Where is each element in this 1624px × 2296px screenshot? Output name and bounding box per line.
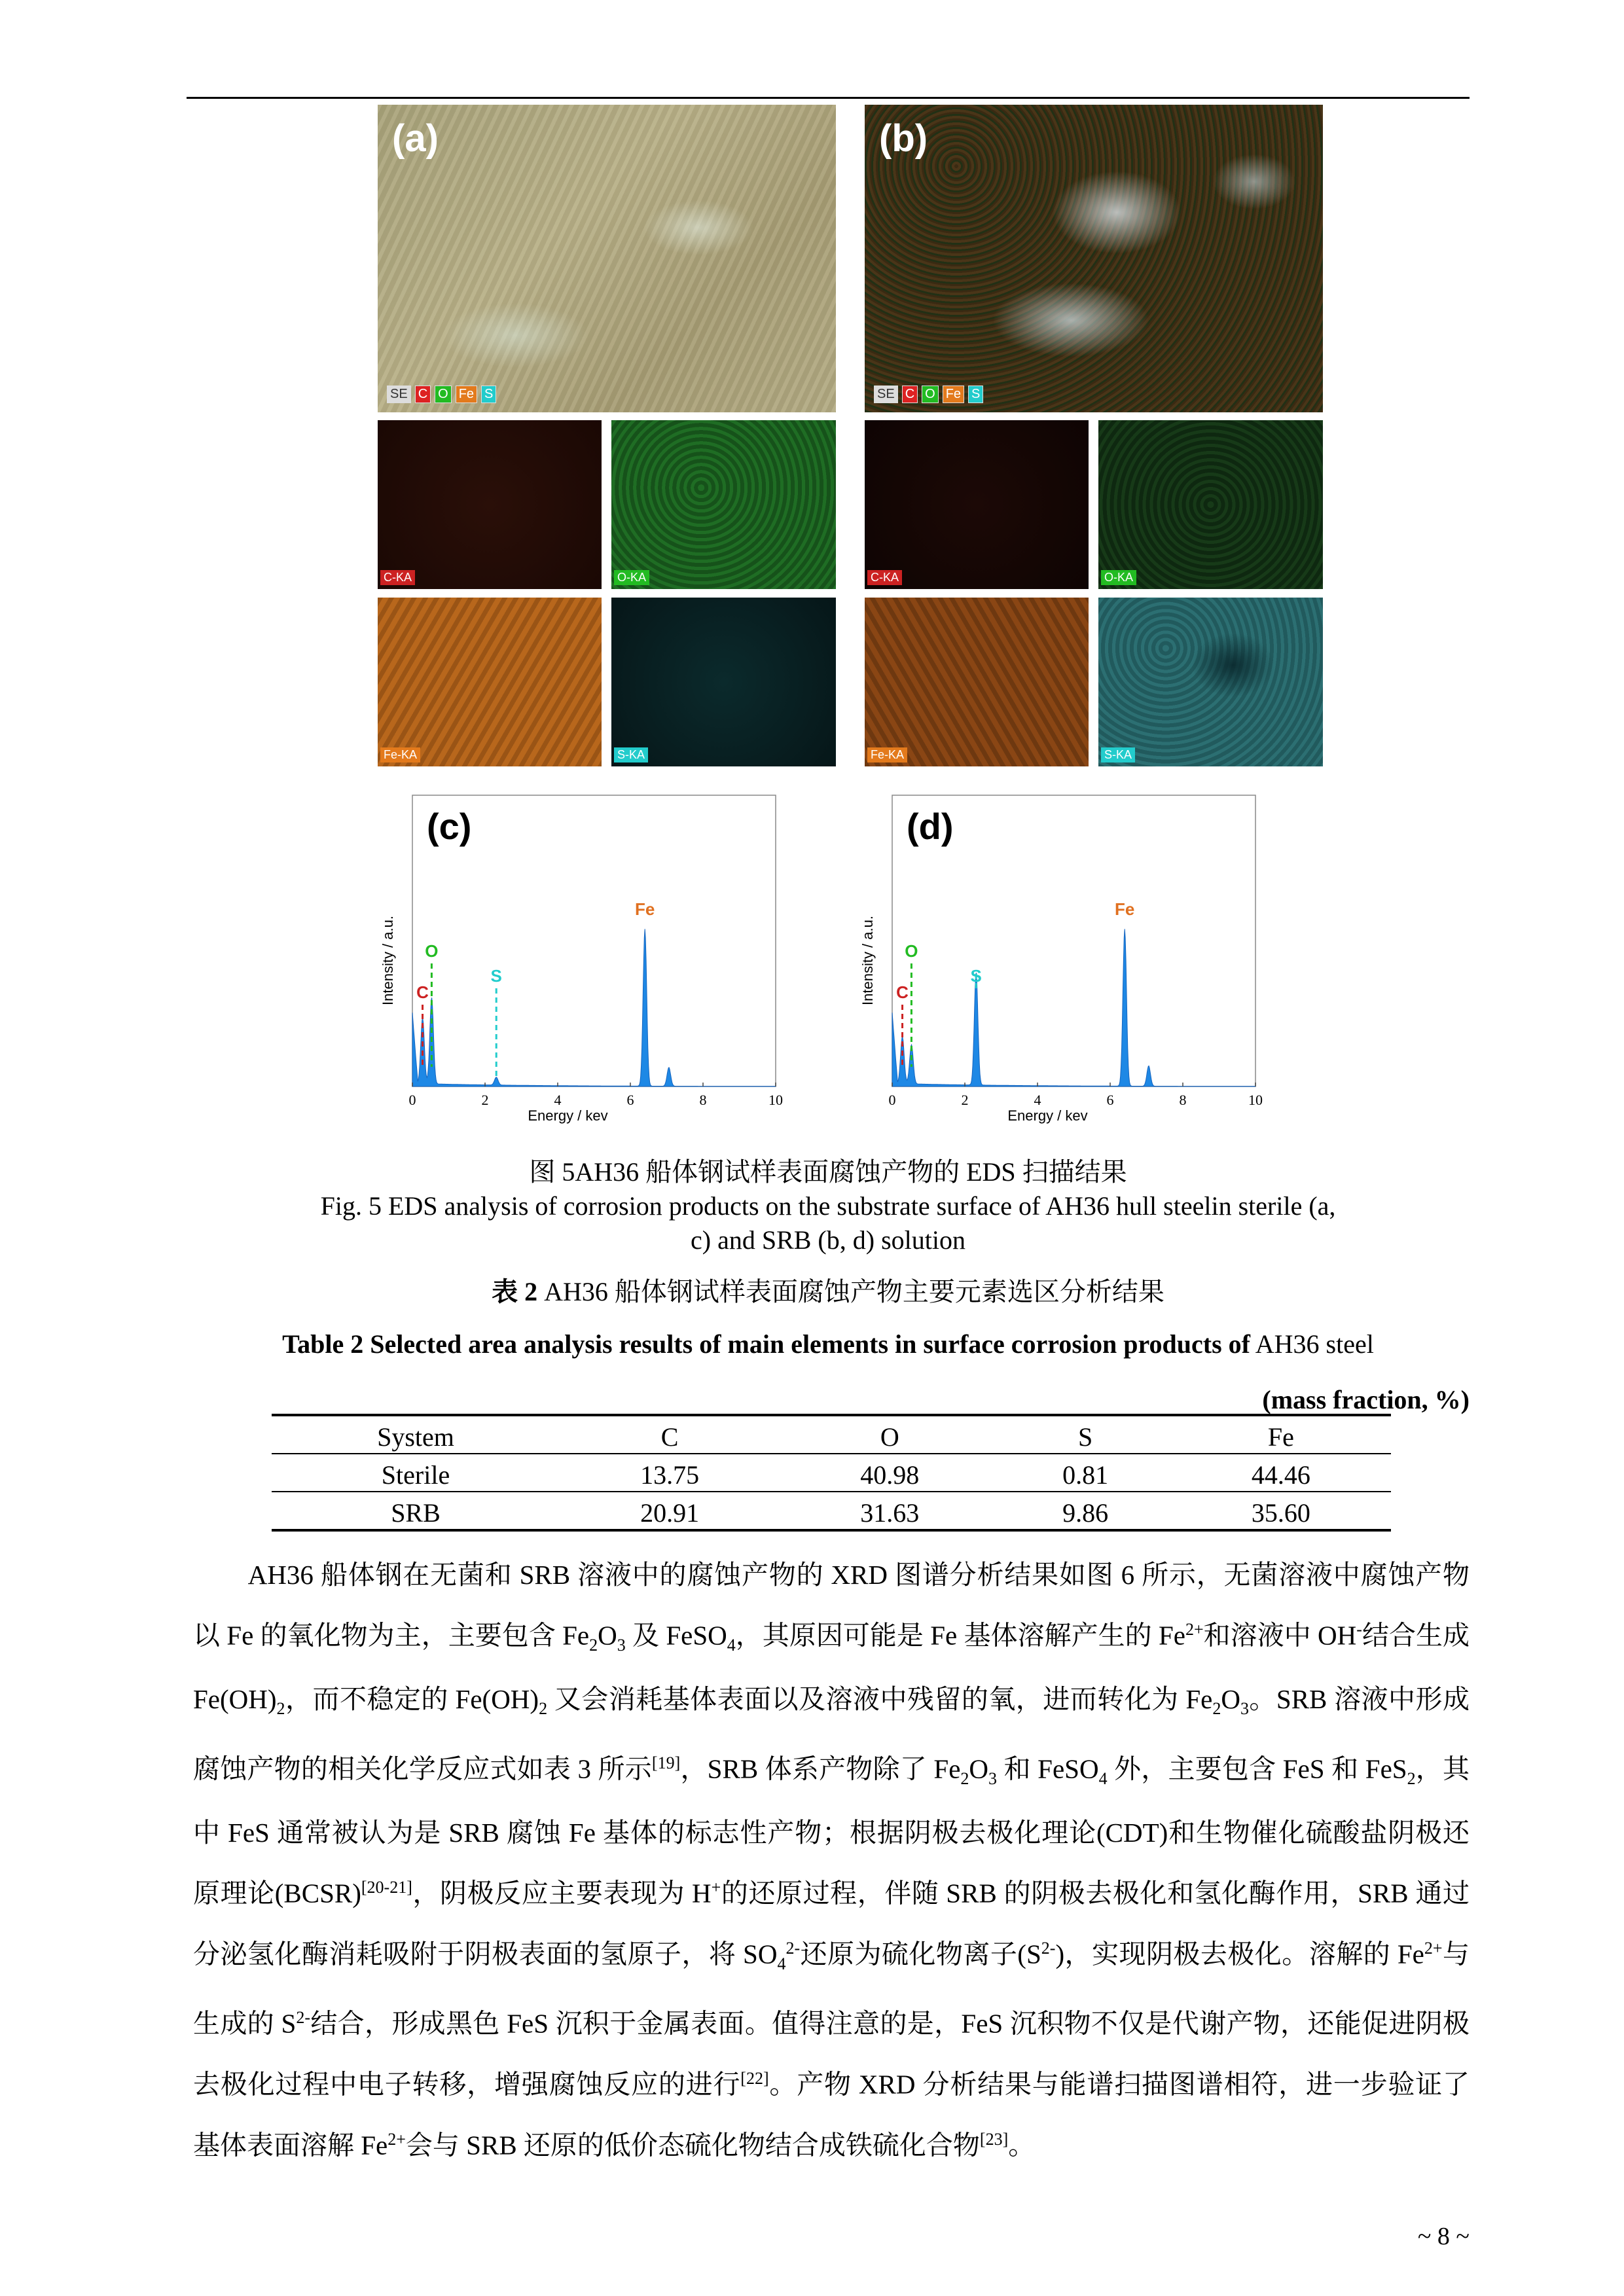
x-tick-label: 2 xyxy=(961,1092,969,1108)
legend-o: O xyxy=(922,386,939,403)
eds-map-b-o xyxy=(1098,420,1323,589)
body-paragraph-text: AH36 船体钢在无菌和 SRB 溶液中的腐蚀产物的 XRD 图谱分析结果如图 6 所示，无菌溶液中腐蚀产物以 Fe 的氧化物为主，主要包含 $Fe_2O_3$ 及 FeSO$_4$，其原因可能是 Fe 基体溶解产生的 $Fe^{2+}$和溶液中 OH-结合生成 $Fe(OH)_2$，而不稳定的 $Fe(OH)_2$ 又会消耗基体表面以及溶液中残留的氧，进而转化为 $Fe_2O_3$。SRB 溶液中形成腐蚀产物的相关化学反应式如表 3 所示[19]，SRB 体系产物除了 $Fe_2O_3$ 和 FeSO$_4$ 外，主要包含 FeS 和 FeS$_2$，其中 FeS 通常被认为是 SRB 腐蚀 Fe 基体的标志性产物；根据阴极去极化理论(CDT)和生物催化硫酸盐阴极还原理论(BCSR)[20-21]，阴极反应主要表现为 H+的还原过程，伴随 SRB 的阴极去极化和氢化酶作用，SRB 通过分泌氢化酶消耗吸附于阴极表面的氢原子，将 $SO_4^{2-}$还原为硫化物离子$(S^{2-})$，实现阴极去极化。溶解的 $Fe^{2+}$与生成的 $S^{2-}$结合，形成黑色 FeS 沉积于金属表面。值得注意的是，FeS 沉积物不仅是代谢产物，还能促进阴极去极化过程中电子转移，增强腐蚀反应的进行[22]。产物 XRD 分析结果与能谱扫描图谱相符，进一步验证了基体表面溶解 $Fe^{2+}$会与 SRB 还原的低价态硫化物结合成铁硫化合物[23]。 xyxy=(193,1560,1470,2161)
tag-a-s: S-KA xyxy=(614,747,648,762)
spectrum-trace xyxy=(892,929,1255,1086)
table-cell: SRB xyxy=(391,1498,441,1528)
peak-label-o: O xyxy=(425,941,439,961)
x-tick-label: 6 xyxy=(626,1092,634,1108)
tag-a-o: O-KA xyxy=(614,570,649,585)
panel-label-b: (b) xyxy=(879,117,928,160)
spectrum-trace xyxy=(412,929,776,1086)
tag-b-fe: Fe-KA xyxy=(867,747,907,762)
legend-o: O xyxy=(435,386,452,403)
panel-label-a: (a) xyxy=(392,117,439,160)
x-tick-label: 0 xyxy=(888,1092,896,1108)
body-paragraph xyxy=(193,1548,1470,2172)
peak-label-fe: Fe xyxy=(635,899,655,919)
results-table xyxy=(272,1414,1391,1532)
x-tick-label: 4 xyxy=(554,1092,562,1108)
table-caption-en-tail: AH36 steel xyxy=(1250,1329,1374,1359)
table-header-row xyxy=(272,1415,1391,1454)
peak-label-o: O xyxy=(905,941,918,961)
peak-label-s: S xyxy=(490,966,502,986)
legend-s: S xyxy=(481,386,496,403)
tag-b-c: C-KA xyxy=(867,570,902,585)
page-number: ~ 8 ~ xyxy=(1417,2223,1470,2250)
table-caption-cn-text: AH36 船体钢试样表面腐蚀产物主要元素选区分析结果 xyxy=(537,1277,1164,1306)
eds-map-a-fe xyxy=(378,598,602,766)
table-header: O xyxy=(880,1422,899,1452)
legend-s: S xyxy=(968,386,983,403)
map-legend-b xyxy=(874,386,983,403)
table-header: Fe xyxy=(1267,1422,1294,1452)
eds-map-b-c xyxy=(865,420,1089,589)
table-header: S xyxy=(1077,1422,1093,1452)
x-tick-label: 2 xyxy=(481,1092,489,1108)
x-tick-label: 10 xyxy=(1248,1092,1263,1108)
tag-b-o: O-KA xyxy=(1101,570,1136,585)
table-cell: 31.63 xyxy=(860,1498,920,1528)
eds-map-a-s xyxy=(611,598,836,766)
eds-map-a-overlay xyxy=(378,105,836,412)
legend-se: SE xyxy=(874,386,898,403)
table-cell: 35.60 xyxy=(1251,1498,1310,1528)
legend-c: C xyxy=(415,386,431,403)
eds-map-a-c xyxy=(378,420,602,589)
panel-label-d: (d) xyxy=(907,806,954,847)
x-tick-label: 4 xyxy=(1034,1092,1041,1108)
y-axis-label: Intensity / a.u. xyxy=(859,916,876,1005)
figure-caption-en-1: Fig. 5 EDS analysis of corrosion products on the substrate surface of AH36 hull steelin sterile (a, xyxy=(320,1191,1336,1221)
table-cell: 44.46 xyxy=(1251,1460,1310,1490)
table-caption-en-bold: Table 2 Selected area analysis results of main elements in surface corrosion products of xyxy=(282,1329,1250,1359)
figure-caption-cn: 图 5AH36 船体钢试样表面腐蚀产物的 EDS 扫描结果 xyxy=(529,1157,1127,1187)
table-cell: 0.81 xyxy=(1062,1460,1109,1490)
x-tick-label: 8 xyxy=(1179,1092,1187,1108)
header-rule xyxy=(187,97,1470,99)
eds-map-b-s xyxy=(1098,598,1323,766)
table-cell: Sterile xyxy=(381,1460,450,1490)
x-tick-label: 6 xyxy=(1106,1092,1114,1108)
y-axis-label: Intensity / a.u. xyxy=(380,916,396,1005)
table-caption-cn-label: 表 2 xyxy=(492,1277,538,1306)
figure-caption-en-2: c) and SRB (b, d) solution xyxy=(691,1225,965,1255)
eds-map-b-overlay xyxy=(865,105,1323,412)
table-caption-cn xyxy=(187,1271,1470,1308)
table-row xyxy=(272,1454,1391,1492)
x-axis-label: Energy / kev xyxy=(528,1107,608,1124)
peak-label-c: C xyxy=(416,982,429,1002)
table-cell: 9.86 xyxy=(1062,1498,1109,1528)
table-header: System xyxy=(377,1422,454,1452)
legend-se: SE xyxy=(387,386,411,403)
table-header: C xyxy=(660,1422,679,1452)
peak-label-fe: Fe xyxy=(1115,899,1135,919)
eds-map-a-o xyxy=(611,420,836,589)
legend-fe: Fe xyxy=(943,386,964,403)
table-cell: 20.91 xyxy=(640,1498,700,1528)
peak-label-s: S xyxy=(970,966,982,986)
table-row xyxy=(272,1492,1391,1530)
tag-b-s: S-KA xyxy=(1101,747,1135,762)
peak-label-c: C xyxy=(896,982,909,1002)
table-cell: 40.98 xyxy=(860,1460,920,1490)
tag-a-fe: Fe-KA xyxy=(380,747,420,762)
map-legend-a xyxy=(387,386,496,403)
tag-a-c: C-KA xyxy=(380,570,415,585)
table-cell: 13.75 xyxy=(640,1460,700,1490)
table-caption-en xyxy=(187,1329,1470,1359)
x-tick-label: 10 xyxy=(768,1092,783,1108)
x-axis-label: Energy / kev xyxy=(1007,1107,1088,1124)
legend-fe: Fe xyxy=(456,386,477,403)
panel-label-c: (c) xyxy=(427,806,472,847)
eds-map-b-fe xyxy=(865,598,1089,766)
table-unit: (mass fraction, %) xyxy=(1262,1385,1470,1414)
x-tick-label: 0 xyxy=(408,1092,416,1108)
x-tick-label: 8 xyxy=(699,1092,707,1108)
legend-c: C xyxy=(902,386,918,403)
